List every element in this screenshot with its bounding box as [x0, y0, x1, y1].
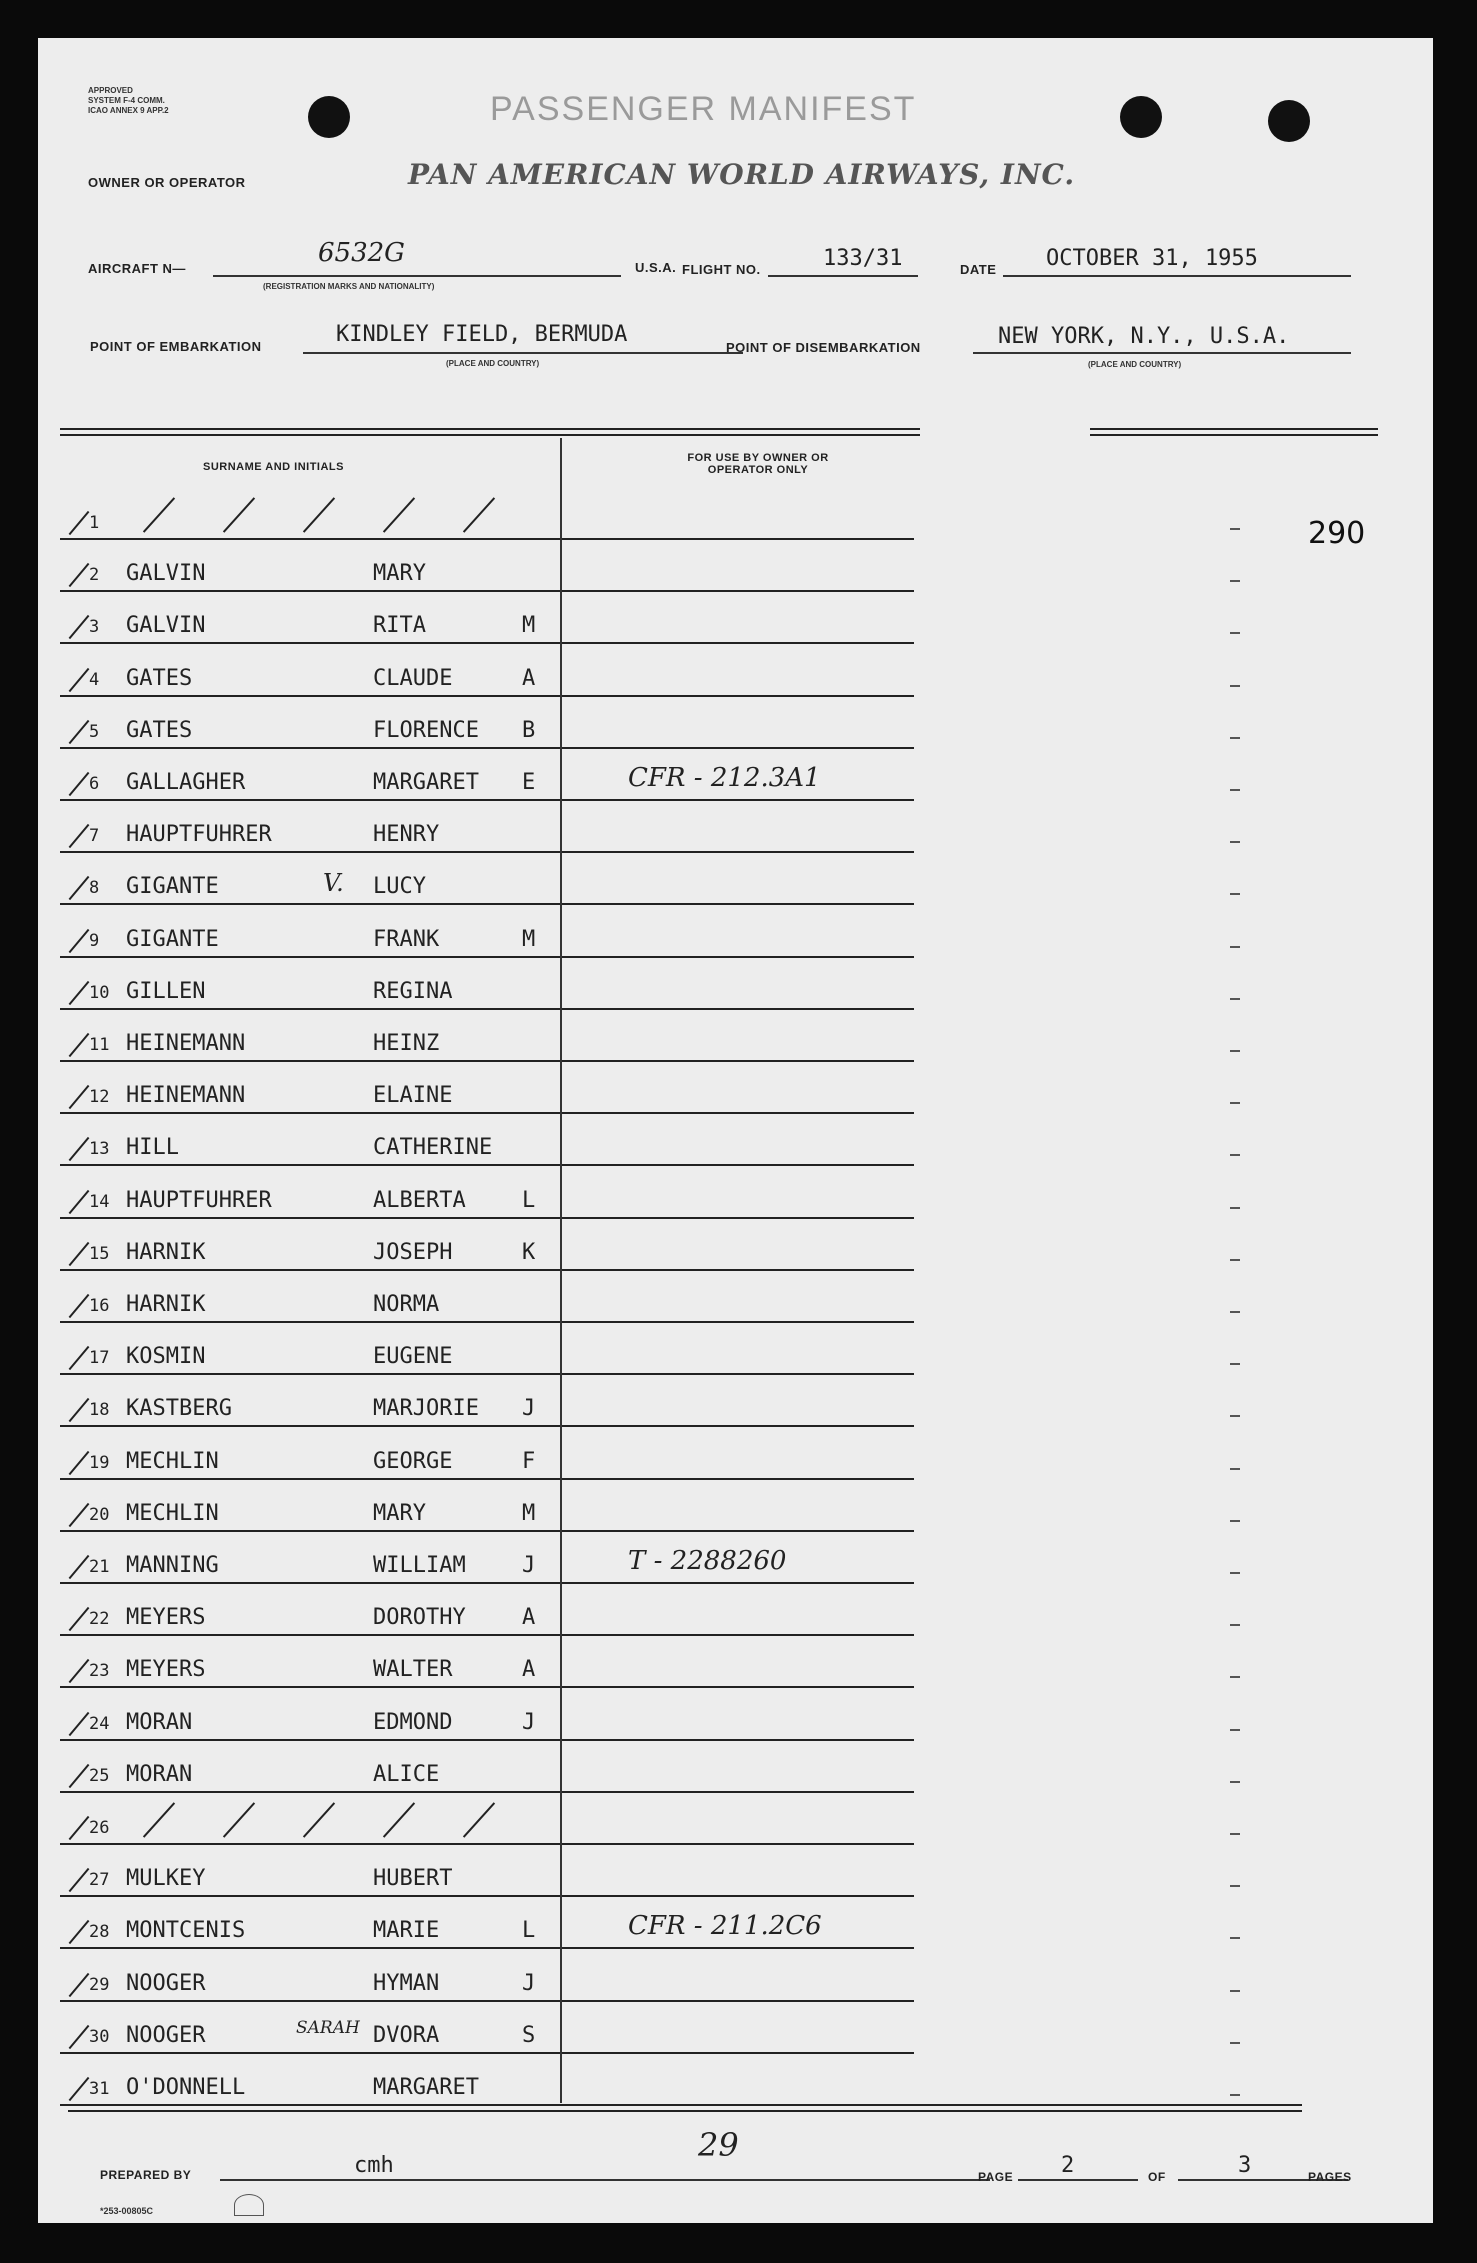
row-rule-right	[562, 1060, 914, 1062]
prepared-label: PREPARED BY	[100, 2168, 192, 2182]
document-title: PASSENGER MANIFEST	[490, 90, 917, 128]
margin-dash	[1230, 1363, 1240, 1365]
margin-dash	[1230, 685, 1240, 687]
passenger-surname: MEYERS	[126, 1657, 206, 1683]
check-mark-icon	[69, 1085, 90, 1109]
passenger-surname: NOOGER	[126, 1970, 206, 1996]
row-rule-left	[60, 2000, 560, 2002]
passenger-given-name: NORMA	[373, 1292, 440, 1317]
row-rule-left	[60, 2052, 560, 2054]
passenger-surname: O'DONNELL	[126, 2075, 246, 2100]
margin-dash	[1230, 1885, 1240, 1887]
margin-dash	[1230, 893, 1240, 895]
passenger-given-name: LUCY	[373, 874, 426, 900]
owner-label: OWNER OR OPERATOR	[88, 175, 246, 190]
void-stroke	[303, 497, 335, 533]
row-number: 3	[89, 617, 100, 638]
check-mark-icon	[69, 1764, 90, 1788]
row-number: 17	[89, 1348, 110, 1369]
usa-label: U.S.A.	[635, 260, 677, 275]
passenger-surname: HILL	[126, 1135, 179, 1161]
manifest-sheet	[38, 38, 1433, 2223]
check-mark-icon	[69, 1555, 90, 1579]
passenger-initial: K	[522, 1239, 536, 1265]
row-number: 30	[89, 2026, 110, 2047]
margin-dash	[1230, 528, 1240, 530]
check-mark-icon	[69, 1607, 90, 1631]
row-rule-right	[562, 2000, 914, 2002]
check-mark-icon	[69, 1033, 90, 1057]
passenger-initial: J	[522, 1396, 536, 1422]
prepared-underline	[220, 2179, 990, 2181]
row-number: 22	[89, 1609, 110, 1630]
margin-dash	[1230, 1572, 1240, 1574]
column-header-surname: SURNAME AND INITIALS	[203, 461, 344, 473]
passenger-given-name: MARJORIE	[373, 1396, 479, 1422]
row-rule-left	[60, 538, 560, 540]
margin-dash	[1230, 1990, 1240, 1992]
row-rule-right	[562, 1478, 914, 1480]
check-mark-icon	[69, 772, 90, 796]
passenger-given-name: ELAINE	[373, 1083, 453, 1109]
margin-dash	[1230, 632, 1240, 634]
check-mark-icon	[69, 563, 90, 587]
margin-dash	[1230, 998, 1240, 1000]
void-stroke	[223, 497, 255, 533]
row-rule-left	[60, 1425, 560, 1427]
row-rule-right	[562, 2052, 914, 2054]
handwritten-annotation: V.	[323, 869, 344, 898]
passenger-given-name: DOROTHY	[373, 1605, 466, 1631]
row-rule-left	[60, 851, 560, 853]
passenger-given-name: MARY	[373, 561, 426, 587]
passenger-given-name: DVORA	[373, 2022, 440, 2048]
margin-dash	[1230, 1676, 1240, 1678]
passenger-given-name: ALICE	[373, 1761, 440, 1787]
column-header-owner-text: FOR USE BY OWNER OR OPERATOR ONLY	[687, 452, 829, 476]
row-rule-left	[60, 799, 560, 801]
owner-note: T - 2288260	[628, 1546, 787, 1576]
row-number: 19	[89, 1452, 110, 1473]
row-number: 12	[89, 1087, 110, 1108]
approved-line: ICAO ANNEX 9 APP.2	[88, 106, 169, 115]
margin-dash	[1230, 1729, 1240, 1731]
table-bottom-rule	[68, 2104, 1302, 2106]
row-number: 1	[89, 513, 100, 533]
row-number: 15	[89, 1243, 110, 1264]
passenger-given-name: CATHERINE	[373, 1135, 493, 1161]
row-rule-right	[562, 1843, 914, 1845]
flight-label: FLIGHT NO.	[682, 262, 761, 277]
check-mark-icon	[69, 511, 90, 535]
check-mark-icon	[69, 667, 90, 691]
passenger-given-name: JOSEPH	[373, 1239, 453, 1265]
passenger-surname: MONTCENIS	[126, 1918, 246, 1944]
passenger-initial: F	[522, 1448, 536, 1474]
row-rule-left	[60, 956, 560, 958]
row-rule-right	[562, 1530, 914, 1532]
check-mark-icon	[69, 1816, 90, 1840]
passenger-initial: A	[522, 665, 536, 691]
row-number: 9	[89, 930, 100, 951]
passenger-surname: GALVIN	[126, 561, 206, 587]
disembark-value: NEW YORK, N.Y., U.S.A.	[998, 324, 1290, 349]
row-rule-left	[60, 1530, 560, 1532]
passenger-surname: MULKEY	[126, 1866, 206, 1892]
row-number: 29	[89, 1974, 110, 1995]
passenger-surname: MECHLIN	[126, 1448, 219, 1474]
passenger-surname: HAUPTFUHRER	[126, 822, 272, 848]
margin-dash	[1230, 1207, 1240, 1209]
handwritten-annotation: SARAH	[296, 2017, 360, 2038]
check-mark-icon	[69, 1137, 90, 1161]
row-rule-left	[60, 1582, 560, 1584]
margin-dash	[1230, 1102, 1240, 1104]
punch-hole-left	[308, 96, 350, 138]
check-mark-icon	[69, 1972, 90, 1996]
check-mark-icon	[69, 1450, 90, 1474]
punch-hole-right-2	[1268, 100, 1310, 142]
passenger-surname: KOSMIN	[126, 1344, 206, 1370]
row-rule-left	[60, 747, 560, 749]
flight-underline	[768, 275, 918, 277]
check-mark-icon	[69, 1503, 90, 1527]
passenger-given-name: HEINZ	[373, 1031, 440, 1056]
row-rule-right	[562, 1634, 914, 1636]
margin-dash	[1230, 1624, 1240, 1626]
passenger-given-name: EUGENE	[373, 1344, 453, 1370]
row-rule-right	[562, 903, 914, 905]
row-rule-right	[562, 747, 914, 749]
passenger-surname: GALVIN	[126, 613, 206, 639]
check-mark-icon	[69, 981, 90, 1005]
margin-dash	[1230, 580, 1240, 582]
passenger-given-name: EDMOND	[373, 1709, 453, 1735]
pages-label: PAGES	[1308, 2170, 1352, 2184]
check-mark-icon	[69, 1868, 90, 1892]
margin-dash	[1230, 1050, 1240, 1052]
check-mark-icon	[69, 876, 90, 900]
row-rule-left	[60, 903, 560, 905]
margin-dash	[1230, 1415, 1240, 1417]
row-number: 13	[89, 1139, 110, 1160]
embark-label: POINT OF EMBARKATION	[90, 339, 262, 354]
row-number: 11	[89, 1035, 110, 1055]
check-mark-icon	[69, 1346, 90, 1370]
margin-dash	[1230, 1833, 1240, 1835]
passenger-given-name: HYMAN	[373, 1970, 440, 1996]
row-rule-left	[60, 1164, 560, 1166]
hand-mark: 29	[698, 2126, 739, 2164]
passenger-initial: B	[522, 717, 536, 743]
row-rule-left	[60, 1947, 560, 1949]
disembark-underline	[973, 352, 1351, 354]
aircraft-label: AIRCRAFT N—	[88, 261, 186, 276]
row-rule-right	[562, 695, 914, 697]
aircraft-number: 6532G	[318, 238, 405, 268]
approved-line: APPROVED	[88, 86, 133, 95]
check-mark-icon	[69, 1189, 90, 1213]
passenger-given-name: WALTER	[373, 1657, 453, 1683]
table-top-rule-2	[60, 434, 920, 436]
form-number: *253-00805C	[100, 2206, 154, 2216]
margin-dash	[1230, 841, 1240, 843]
total-pages: 3	[1238, 2153, 1252, 2178]
row-rule-right	[562, 1373, 914, 1375]
passenger-surname: MORAN	[126, 1709, 193, 1735]
passenger-given-name: MARY	[373, 1500, 426, 1526]
page-underline	[1018, 2179, 1138, 2181]
date-value: OCTOBER 31, 1955	[1046, 246, 1258, 271]
passenger-given-name: GEORGE	[373, 1448, 453, 1474]
margin-dash	[1230, 1781, 1240, 1783]
passenger-given-name: ALBERTA	[373, 1187, 466, 1213]
passenger-given-name: MARGARET	[373, 770, 479, 795]
margin-top-rule	[1090, 428, 1378, 430]
column-header-owner	[658, 452, 858, 476]
margin-top-rule-2	[1090, 434, 1378, 436]
row-rule-right	[562, 851, 914, 853]
row-number: 31	[89, 2079, 110, 2099]
passenger-surname: MECHLIN	[126, 1500, 219, 1526]
embark-value: KINDLEY FIELD, BERMUDA	[336, 322, 628, 347]
row-rule-right	[562, 1425, 914, 1427]
row-rule-right	[562, 1582, 914, 1584]
row-number: 28	[89, 1922, 110, 1943]
passenger-given-name: WILLIAM	[373, 1553, 466, 1578]
row-rule-left	[60, 1321, 560, 1323]
row-rule-right	[562, 1739, 914, 1741]
margin-dash	[1230, 946, 1240, 948]
table-top-rule	[60, 428, 920, 430]
passenger-surname: NOOGER	[126, 2022, 206, 2048]
prepared-by: cmh	[354, 2153, 394, 2178]
passenger-initial: S	[522, 2022, 536, 2048]
passenger-given-name: REGINA	[373, 978, 453, 1004]
passenger-surname: HEINEMANN	[126, 1031, 246, 1056]
date-label: DATE	[960, 262, 997, 277]
passenger-surname: GIGANTE	[126, 874, 219, 900]
disembark-label: POINT OF DISEMBARKATION	[726, 340, 921, 355]
row-rule-right	[562, 538, 914, 540]
passenger-surname: MEYERS	[126, 1605, 206, 1631]
void-stroke	[223, 1802, 255, 1838]
margin-count: 290	[1308, 516, 1366, 551]
row-rule-left	[60, 1269, 560, 1271]
margin-dash	[1230, 2042, 1240, 2044]
date-underline	[1003, 275, 1351, 277]
row-number: 20	[89, 1504, 110, 1525]
table-bottom-rule-2	[68, 2110, 1302, 2112]
check-mark-icon	[69, 1659, 90, 1683]
punch-hole-right-1	[1120, 96, 1162, 138]
check-mark-icon	[69, 720, 90, 744]
row-number: 24	[89, 1713, 110, 1734]
passenger-initial: J	[522, 1553, 536, 1578]
owner-note: CFR - 211.2C6	[628, 1911, 822, 1942]
row-rule-right	[562, 1164, 914, 1166]
row-number: 4	[89, 669, 100, 690]
margin-dash	[1230, 1520, 1240, 1522]
row-rule-right	[562, 1895, 914, 1897]
passenger-given-name: CLAUDE	[373, 665, 453, 691]
row-number: 18	[89, 1400, 110, 1421]
aircraft-underline	[213, 275, 621, 277]
row-rule-right	[562, 1008, 914, 1010]
row-rule-left	[60, 590, 560, 592]
row-rule-right	[562, 1947, 914, 1949]
check-mark-icon	[69, 2077, 90, 2101]
passenger-initial: J	[522, 1709, 536, 1735]
passenger-initial: L	[522, 1918, 536, 1944]
row-rule-left	[60, 1112, 560, 1114]
passenger-initial: M	[522, 926, 536, 952]
approved-line: SYSTEM F-4 COMM.	[88, 96, 165, 105]
void-stroke	[463, 1802, 495, 1838]
check-mark-icon	[69, 1920, 90, 1944]
embark-underline	[303, 352, 743, 354]
row-number: 26	[89, 1818, 110, 1838]
passenger-surname: HARNIK	[126, 1292, 206, 1317]
margin-dash	[1230, 1937, 1240, 1939]
passenger-surname: GATES	[126, 665, 193, 691]
passenger-initial: A	[522, 1605, 536, 1631]
row-rule-right	[562, 799, 914, 801]
check-mark-icon	[69, 615, 90, 639]
margin-dash	[1230, 1259, 1240, 1261]
row-rule-right	[562, 1112, 914, 1114]
row-number: 10	[89, 982, 110, 1003]
approved-block	[88, 86, 169, 116]
row-number: 27	[89, 1870, 110, 1891]
check-mark-icon	[69, 2025, 90, 2049]
row-rule-left	[60, 1373, 560, 1375]
passenger-given-name: MARGARET	[373, 2075, 479, 2100]
void-stroke	[463, 497, 495, 533]
row-rule-left	[60, 1686, 560, 1688]
of-label: OF	[1148, 2170, 1166, 2184]
passenger-surname: GATES	[126, 717, 193, 743]
airline-name: PAN AMERICAN WORLD AIRWAYS, INC.	[408, 158, 1076, 191]
registration-note: (REGISTRATION MARKS AND NATIONALITY)	[263, 282, 435, 291]
printer-stamp-icon	[234, 2194, 264, 2216]
embark-place-note: (PLACE AND COUNTRY)	[446, 359, 540, 368]
passenger-surname: HAUPTFUHRER	[126, 1187, 272, 1213]
row-rule-right	[562, 1269, 914, 1271]
owner-note: CFR - 212.3A1	[628, 763, 821, 793]
passenger-given-name: RITA	[373, 613, 426, 639]
margin-dash	[1230, 1468, 1240, 1470]
row-number: 6	[89, 774, 100, 794]
check-mark-icon	[69, 1711, 90, 1735]
row-rule-left	[60, 1739, 560, 1741]
passenger-initial: J	[522, 1970, 536, 1996]
margin-dash	[1230, 1311, 1240, 1313]
row-rule-right	[562, 956, 914, 958]
void-stroke	[143, 1802, 175, 1838]
row-rule-left	[60, 695, 560, 697]
row-rule-right	[562, 590, 914, 592]
disembark-place-note: (PLACE AND COUNTRY)	[1088, 360, 1182, 369]
passenger-surname: GIGANTE	[126, 926, 219, 952]
passenger-given-name: FRANK	[373, 926, 440, 952]
passenger-surname: HEINEMANN	[126, 1083, 246, 1109]
passenger-surname: HARNIK	[126, 1239, 206, 1265]
row-rule-left	[60, 642, 560, 644]
row-number: 2	[89, 565, 100, 586]
passenger-given-name: MARIE	[373, 1918, 440, 1944]
row-rule-right	[562, 642, 914, 644]
row-rule-right	[562, 1686, 914, 1688]
check-mark-icon	[69, 1242, 90, 1266]
passenger-initial: A	[522, 1657, 536, 1683]
row-number: 14	[89, 1191, 110, 1212]
row-rule-left	[60, 1843, 560, 1845]
row-number: 23	[89, 1661, 110, 1682]
row-rule-right	[562, 1791, 914, 1793]
void-stroke	[383, 497, 415, 533]
row-rule-left	[60, 1217, 560, 1219]
margin-dash	[1230, 737, 1240, 739]
row-rule-right	[562, 1217, 914, 1219]
check-mark-icon	[69, 824, 90, 848]
check-mark-icon	[69, 1294, 90, 1318]
check-mark-icon	[69, 1398, 90, 1422]
passenger-given-name: FLORENCE	[373, 717, 479, 743]
passenger-surname: GALLAGHER	[126, 770, 246, 795]
margin-dash	[1230, 2094, 1240, 2096]
passenger-initial: E	[522, 770, 536, 795]
row-rule-left	[60, 1008, 560, 1010]
flight-number: 133/31	[823, 246, 903, 271]
row-rule-left	[60, 1478, 560, 1480]
passenger-surname: KASTBERG	[126, 1396, 232, 1422]
row-number: 16	[89, 1296, 110, 1316]
passenger-given-name: HENRY	[373, 822, 440, 848]
page-label: PAGE	[978, 2170, 1014, 2184]
row-number: 8	[89, 878, 100, 899]
row-rule-right	[562, 1321, 914, 1323]
passenger-initial: M	[522, 613, 536, 639]
passenger-initial: L	[522, 1187, 536, 1213]
passenger-initial: M	[522, 1500, 536, 1526]
row-rule-left	[60, 1895, 560, 1897]
void-stroke	[303, 1802, 335, 1838]
row-number: 5	[89, 721, 100, 742]
row-number: 25	[89, 1765, 110, 1786]
passenger-surname: GILLEN	[126, 978, 206, 1004]
row-rule-left	[60, 1791, 560, 1793]
row-rule-left	[60, 1060, 560, 1062]
passenger-surname: MORAN	[126, 1761, 193, 1787]
passenger-surname: MANNING	[126, 1553, 219, 1578]
row-rule-left	[60, 1634, 560, 1636]
margin-dash	[1230, 789, 1240, 791]
void-stroke	[143, 497, 175, 533]
row-number: 21	[89, 1557, 110, 1577]
passenger-given-name: HUBERT	[373, 1866, 453, 1892]
row-number: 7	[89, 826, 100, 847]
page-number: 2	[1061, 2153, 1075, 2178]
check-mark-icon	[69, 928, 90, 952]
void-stroke	[383, 1802, 415, 1838]
margin-dash	[1230, 1154, 1240, 1156]
